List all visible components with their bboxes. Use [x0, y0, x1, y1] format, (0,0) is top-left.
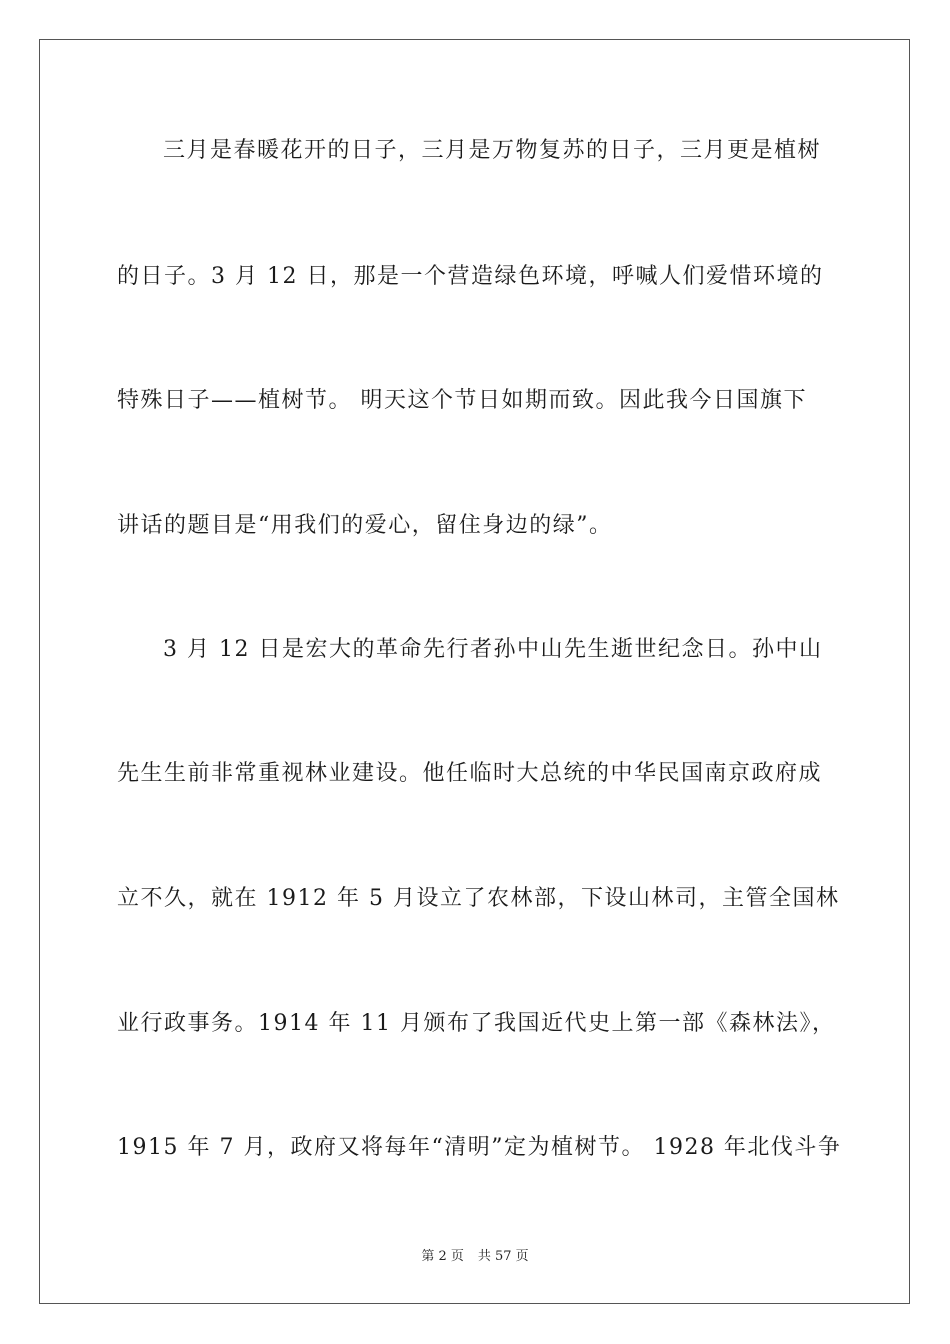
- page-number: 第 2 页: [421, 1249, 464, 1264]
- paragraph-1-line-1: 三月是春暖花开的日子，三月是万物复苏的日子，三月更是植树: [163, 138, 822, 163]
- paragraph-2-line-1: 3 月 12 日是宏大的革命先行者孙中山先生逝世纪念日。孙中山: [163, 637, 823, 662]
- paragraph-1-line-2: 的日子。3 月 12 日，那是一个营造绿色环境，呼喊人们爱惜环境的: [117, 264, 824, 289]
- page-footer: [0, 1248, 950, 1266]
- paragraph-2-line-2: 先生生前非常重视林业建设。他任临时大总统的中华民国南京政府成: [117, 761, 823, 786]
- page-total: 共 57 页: [477, 1249, 529, 1264]
- paragraph-2-line-3: 立不久，就在 1912 年 5 月设立了农林部，下设山林司，主管全国林: [117, 886, 840, 911]
- paragraph-1-line-4: 讲话的题目是“用我们的爱心，留住身边的绿”。: [117, 513, 613, 538]
- paragraph-2-line-5: 1915 年 7 月，政府又将每年“清明”定为植树节。 1928 年北伐斗争: [117, 1135, 842, 1160]
- page-frame: [39, 39, 910, 1304]
- paragraph-1-line-3: 特殊日子——植树节。 明天这个节日如期而致。因此我今日国旗下: [117, 388, 807, 413]
- paragraph-2-line-4: 业行政事务。1914 年 11 月颁布了我国近代史上第一部《森林法》，: [117, 1011, 836, 1036]
